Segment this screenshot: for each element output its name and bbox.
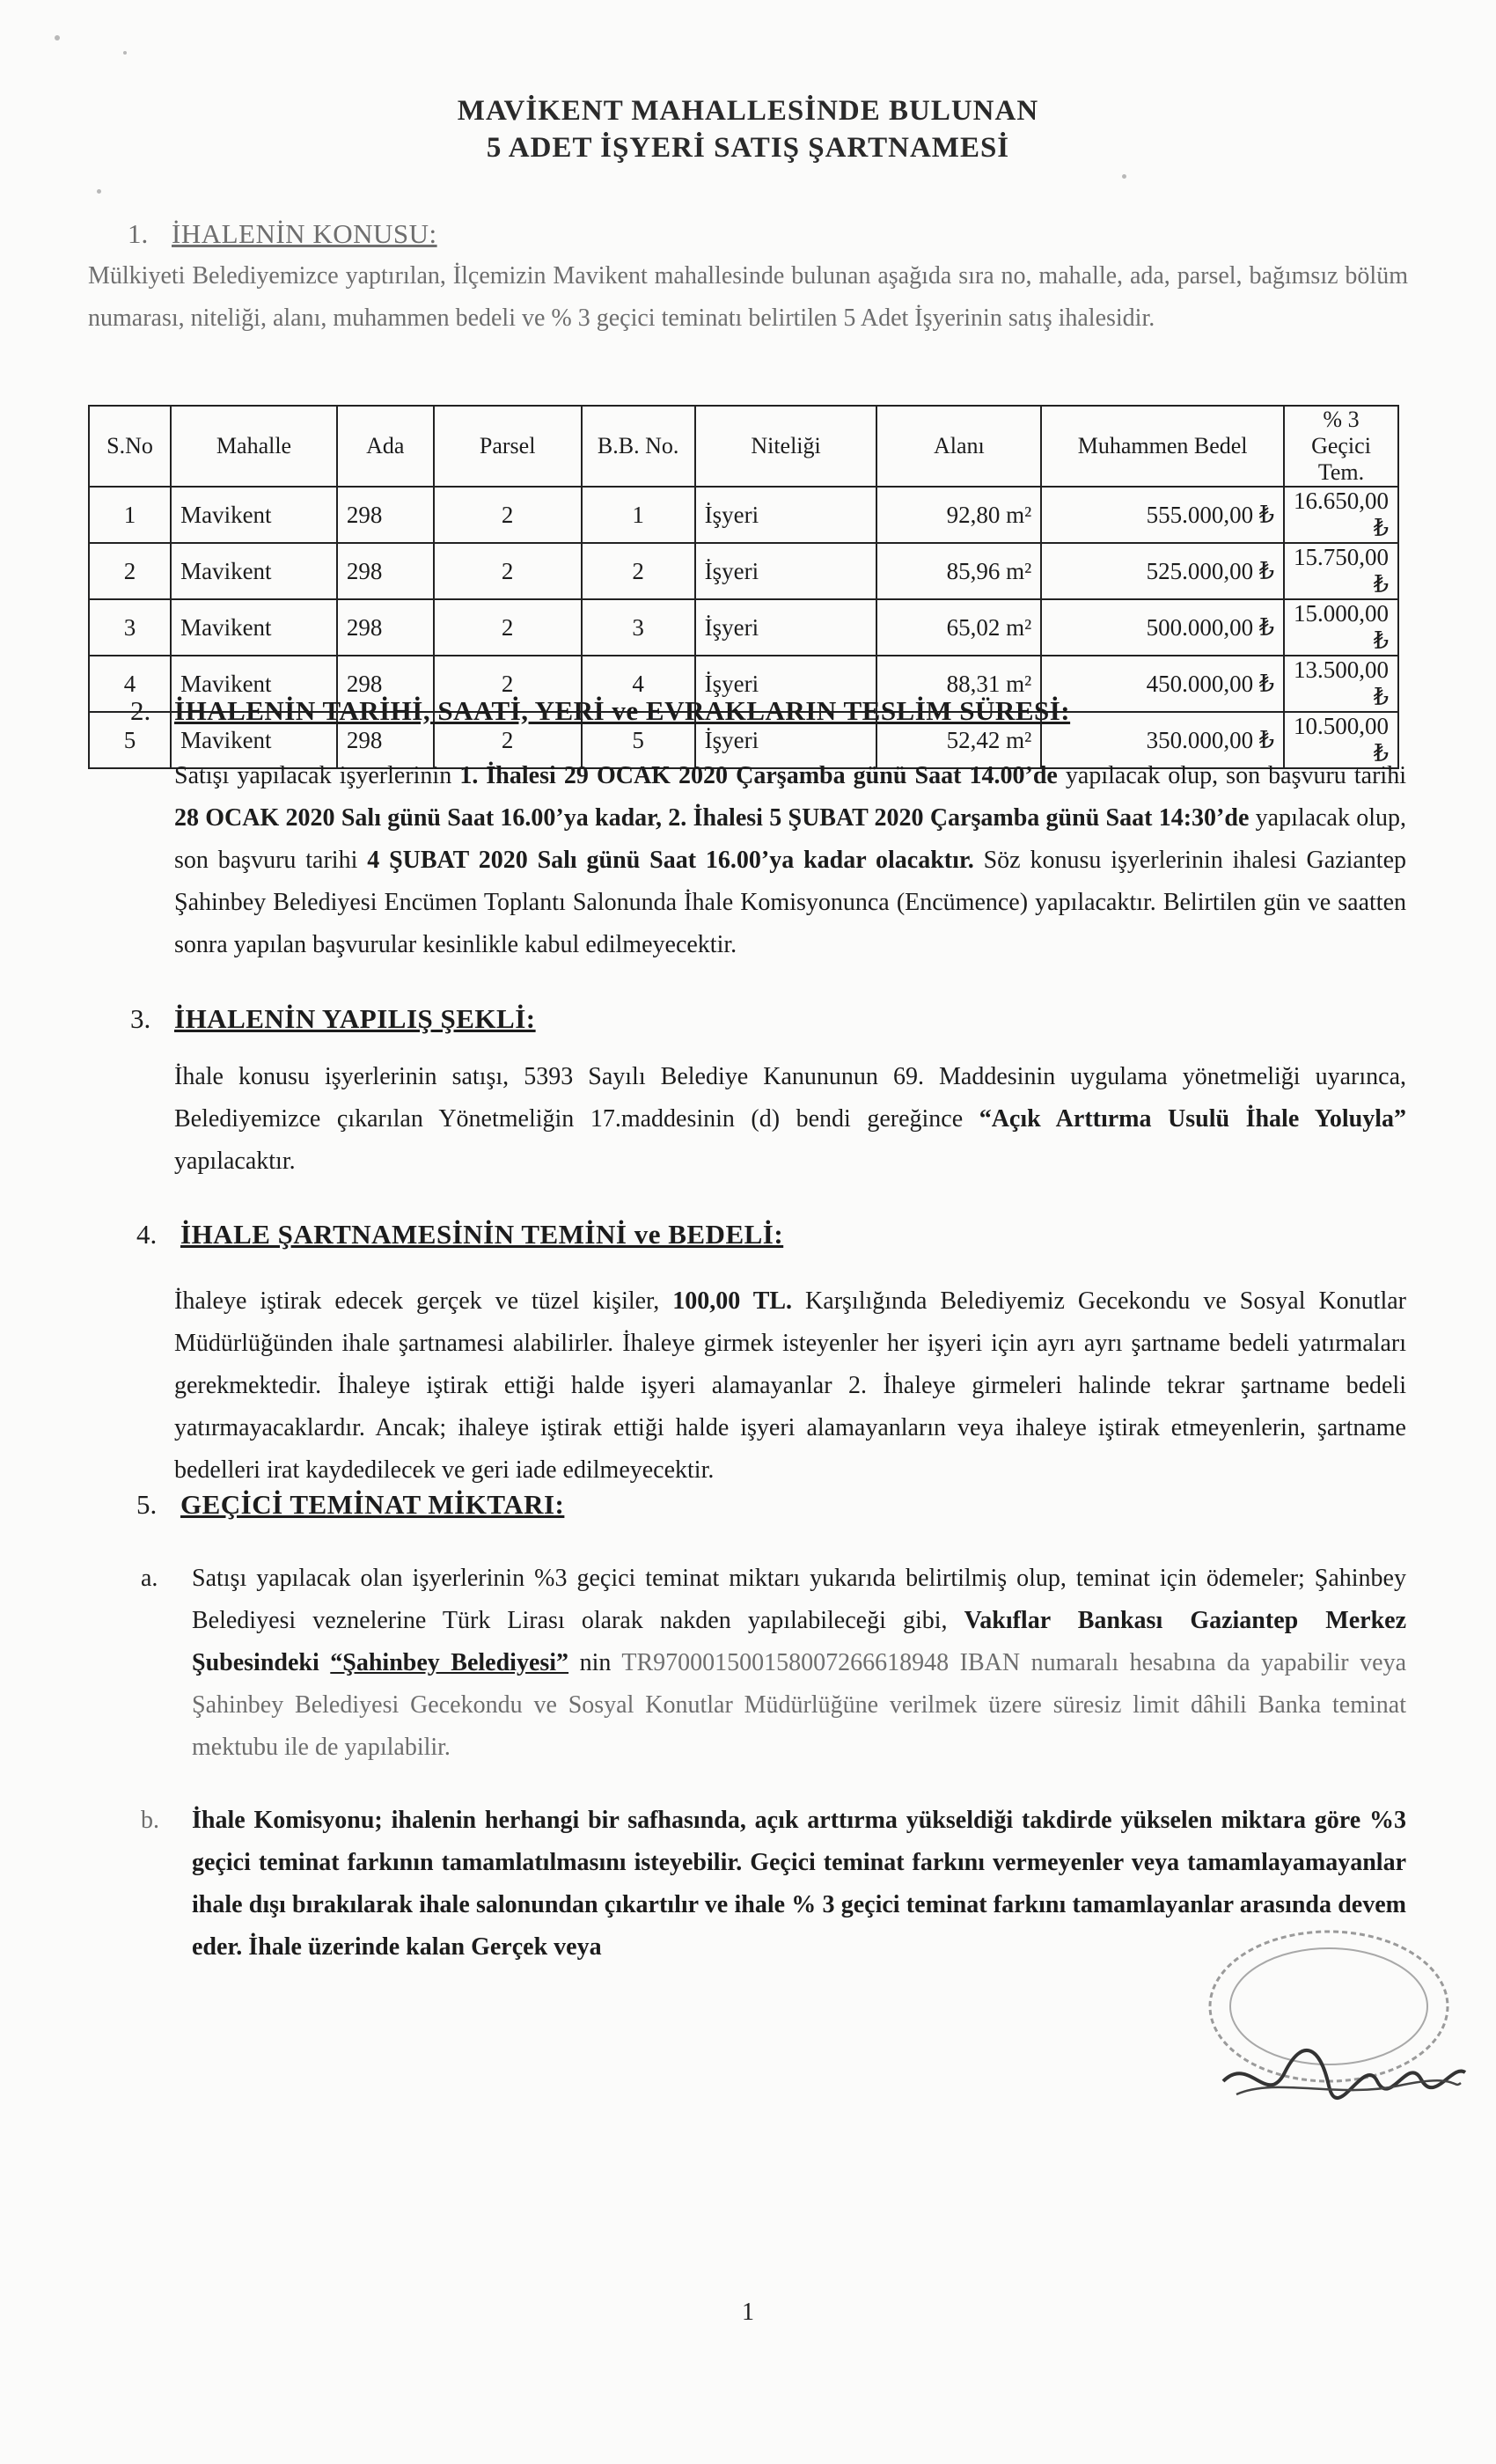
cell-ada: 298 — [337, 543, 434, 599]
col-header-ada: Ada — [337, 406, 434, 487]
cell-bb-no: 3 — [582, 599, 695, 656]
col-header-parsel: Parsel — [434, 406, 582, 487]
cell-mahalle: Mavikent — [171, 656, 337, 712]
account-holder: “Şahinbey Belediyesi” — [330, 1649, 569, 1676]
tender-method: “Açık Arttırma Usulü İhale Yoluyla” — [979, 1105, 1406, 1133]
section-number: 2. — [130, 695, 151, 726]
cell-bb-no: 1 — [582, 487, 695, 543]
list-marker: a. — [141, 1565, 158, 1592]
section4-text: İhaleye iştirak edecek gerçek ve tüzel kişiler, — [174, 1287, 673, 1315]
section5a-text: nin — [568, 1649, 622, 1676]
cell-gecici-teminat: 10.500,00 ₺ — [1284, 712, 1398, 768]
table-header-row — [89, 406, 1398, 487]
document-title-line2: 5 ADET İŞYERİ SATIŞ ŞARTNAMESİ — [486, 132, 1010, 164]
cell-ada: 298 — [337, 656, 434, 712]
cell-mahalle: Mavikent — [171, 543, 337, 599]
cell-bb-no: 2 — [582, 543, 695, 599]
table-row — [89, 543, 1398, 599]
cell-gecici-teminat: 16.650,00 ₺ — [1284, 487, 1398, 543]
scan-speck — [1122, 174, 1126, 179]
scan-speck — [123, 51, 127, 55]
section4-heading — [136, 1219, 783, 1250]
scan-speck — [55, 35, 60, 40]
cell-sno: 4 — [89, 656, 171, 712]
cell-sno: 3 — [89, 599, 171, 656]
section3-text: İhale konusu işyerlerinin satışı, 5393 Sayılı Belediye Kanununun 69. Maddesinin uygulama yönetmeliği uyarınca, Belediyemizce çıkarılan Yönetmeliğin 17.maddesinin (d) bendi gereğince — [174, 1063, 1406, 1133]
section2-text: yapılacak olup, son başvuru tarihi — [174, 804, 1406, 874]
cell-mahalle: Mavikent — [171, 712, 337, 768]
section3-body — [174, 1056, 1406, 1183]
section3-heading — [130, 1003, 536, 1035]
document-title-line1: MAVİKENT MAHALLESİNDE BULUNAN — [457, 95, 1039, 127]
section-number: 4. — [136, 1219, 158, 1250]
section3-text: yapılacaktır. — [174, 1148, 296, 1175]
section5a-text: numaralı hesabına da yapabilir veya Şahinbey Belediyesi Gecekondu ve Sosyal Konutlar Müdürlüğüne verilmek üzere süresiz limit dâhili Banka teminat mektubu ile de yapılabilir. — [192, 1649, 1406, 1761]
cell-gecici-teminat: 15.750,00 ₺ — [1284, 543, 1398, 599]
section2-heading — [130, 695, 1070, 727]
cell-sno: 1 — [89, 487, 171, 543]
col-header-sno: S.No — [89, 406, 171, 487]
section2-text: Söz konusu işyerlerinin ihalesi Gaziantep Şahinbey Belediyesi Encümen Toplantı Salonunda İhale Komisyonunca (Encümence) yapılacaktır. Belirtilen gün ve saatten sonra yapılan başvurular kesinlikle kabul edilmeyecektir. — [174, 847, 1407, 958]
cell-bb-no: 4 — [582, 656, 695, 712]
section1-heading — [128, 218, 437, 250]
section-number: 5. — [136, 1489, 158, 1520]
cell-muhammen-bedel: 350.000,00 ₺ — [1041, 712, 1284, 768]
section-title: İHALE ŞARTNAMESİNİN TEMİNİ ve BEDELİ: — [180, 1219, 784, 1250]
cell-muhammen-bedel: 555.000,00 ₺ — [1041, 487, 1284, 543]
cell-niteligi: İşyeri — [695, 656, 877, 712]
section2-body — [174, 755, 1406, 966]
cell-ada: 298 — [337, 599, 434, 656]
cell-muhammen-bedel: 500.000,00 ₺ — [1041, 599, 1284, 656]
col-header-muhammen-bedel: Muhammen Bedel — [1041, 406, 1284, 487]
page-number: 1 — [742, 2299, 754, 2326]
cell-gecici-teminat: 13.500,00 ₺ — [1284, 656, 1398, 712]
deadline-date: 4 ŞUBAT 2020 Salı günü Saat 16.00’ya kadar olacaktır. — [367, 847, 974, 874]
table-row — [89, 487, 1398, 543]
cell-ada: 298 — [337, 712, 434, 768]
cell-parsel: 2 — [434, 656, 582, 712]
section1-body: Mülkiyeti Belediyemizce yaptırılan, İlçemizin Mavikent mahallesinde bulunan aşağıda sıra no, mahalle, ada, parsel, bağımsız bölüm numarası, niteliği, alanı, muhammen bedeli ve % 3 geçici teminatı belirtilen 5 Adet İşyerinin satış ihalesidir. — [88, 262, 1408, 332]
cell-alani: 65,02 m² — [876, 599, 1041, 656]
scan-speck — [97, 189, 101, 194]
col-header-mahalle: Mahalle — [171, 406, 337, 487]
section2-text: yapılacak olup, son başvuru tarihi — [1057, 762, 1406, 789]
cell-alani: 85,96 m² — [876, 543, 1041, 599]
cell-bb-no: 5 — [582, 712, 695, 768]
table-row — [89, 599, 1398, 656]
section-title: GEÇİCİ TEMİNAT MİKTARI: — [180, 1489, 565, 1520]
cell-ada: 298 — [337, 487, 434, 543]
cell-niteligi: İşyeri — [695, 712, 877, 768]
col-header-bb-no: B.B. No. — [582, 406, 695, 487]
cell-parsel: 2 — [434, 599, 582, 656]
cell-alani: 88,31 m² — [876, 656, 1041, 712]
col-header-niteligi: Niteliği — [695, 406, 877, 487]
second-tender-date: 28 OCAK 2020 Salı günü Saat 16.00’ya kadar, 2. İhalesi 5 ŞUBAT 2020 Çarşamba günü Saat 14:30’de — [174, 804, 1250, 832]
section2-text: Satışı yapılacak işyerlerinin — [174, 762, 460, 789]
cell-parsel: 2 — [434, 712, 582, 768]
section4-text: Karşılığında Belediyemiz Gecekondu ve Sosyal Konutlar Müdürlüğünden ihale şartnamesi alabilirler. İhaleye girmek isteyenler her işyeri için ayrı ayrı şartname bedeli yatırmaları gerekmektedir. İhaleye iştirak ettiği halde işyeri alamayanlar 2. İhaleye girmeleri halinde tekrar şartname bedeli yatırmayacaklardır. Ancak; ihaleye iştirak ettiği halde işyeri alamayanların veya ihaleye iştirak etmeyenlerin, şartname bedelleri irat kaydedilecek ve geri iade edilmeyecektir. — [174, 1287, 1406, 1484]
section5-heading — [136, 1489, 564, 1521]
cell-alani: 52,42 m² — [876, 712, 1041, 768]
first-tender-date: 1. İhalesi 29 OCAK 2020 Çarşamba günü Saat 14.00’de — [459, 762, 1058, 789]
cell-muhammen-bedel: 525.000,00 ₺ — [1041, 543, 1284, 599]
cell-muhammen-bedel: 450.000,00 ₺ — [1041, 656, 1284, 712]
section-number: 1. — [128, 218, 149, 249]
cell-parsel: 2 — [434, 487, 582, 543]
section5b-text: İhale Komisyonu; ihalenin herhangi bir safhasında, açık arttırma yükseldiği takdirde yükselen miktara göre %3 geçici teminat farkının tamamlatılmasını isteyebilir. Geçici teminat farkını vermeyenler veya tamamlayamayanlar ihale dışı bırakılarak ihale salonundan çıkartılır ve ihale % 3 geçici teminat farkını tamamlayanlar arasında devem eder. İhale üzerinde kalan Gerçek veya — [192, 1807, 1406, 1961]
section-title: İHALENİN KONUSU: — [172, 218, 437, 249]
col-header-alani: Alanı — [876, 406, 1041, 487]
section5a-text: Satışı yapılacak olan işyerlerinin %3 geçici teminat miktarı yukarıda belirtilmiş olup, teminat için ödemeler; Şahinbey Belediyesi veznelerine Türk Lirası olarak nakden yapılabileceği gibi, — [192, 1565, 1406, 1634]
cell-parsel: 2 — [434, 543, 582, 599]
bank-branch: Vakıflar Bankası Gaziantep Merkez Şubesindeki — [192, 1607, 1407, 1676]
section4-body — [174, 1280, 1406, 1492]
cell-gecici-teminat: 15.000,00 ₺ — [1284, 599, 1398, 656]
col-header-gecici-teminat: % 3 Geçici Tem. — [1284, 406, 1398, 487]
cell-sno: 2 — [89, 543, 171, 599]
cell-mahalle: Mavikent — [171, 487, 337, 543]
section-number: 3. — [130, 1003, 151, 1034]
cell-niteligi: İşyeri — [695, 487, 877, 543]
stamp-signature-graphic — [1197, 1923, 1478, 2125]
cell-niteligi: İşyeri — [695, 543, 877, 599]
section-title: İHALENİN TARİHİ, SAATİ, YERİ ve EVRAKLARIN TESLİM SÜRESİ: — [174, 695, 1071, 726]
cell-sno: 5 — [89, 712, 171, 768]
specification-fee: 100,00 TL. — [672, 1287, 793, 1315]
list-marker: b. — [141, 1807, 159, 1834]
iban-number: TR970001500158007266618948 IBAN — [621, 1649, 1021, 1676]
cell-mahalle: Mavikent — [171, 599, 337, 656]
section5-item-a — [141, 1558, 1407, 1769]
cell-niteligi: İşyeri — [695, 599, 877, 656]
cell-alani: 92,80 m² — [876, 487, 1041, 543]
seal-stamp-icon — [1197, 1923, 1478, 2130]
section-title: İHALENİN YAPILIŞ ŞEKLİ: — [174, 1003, 536, 1034]
